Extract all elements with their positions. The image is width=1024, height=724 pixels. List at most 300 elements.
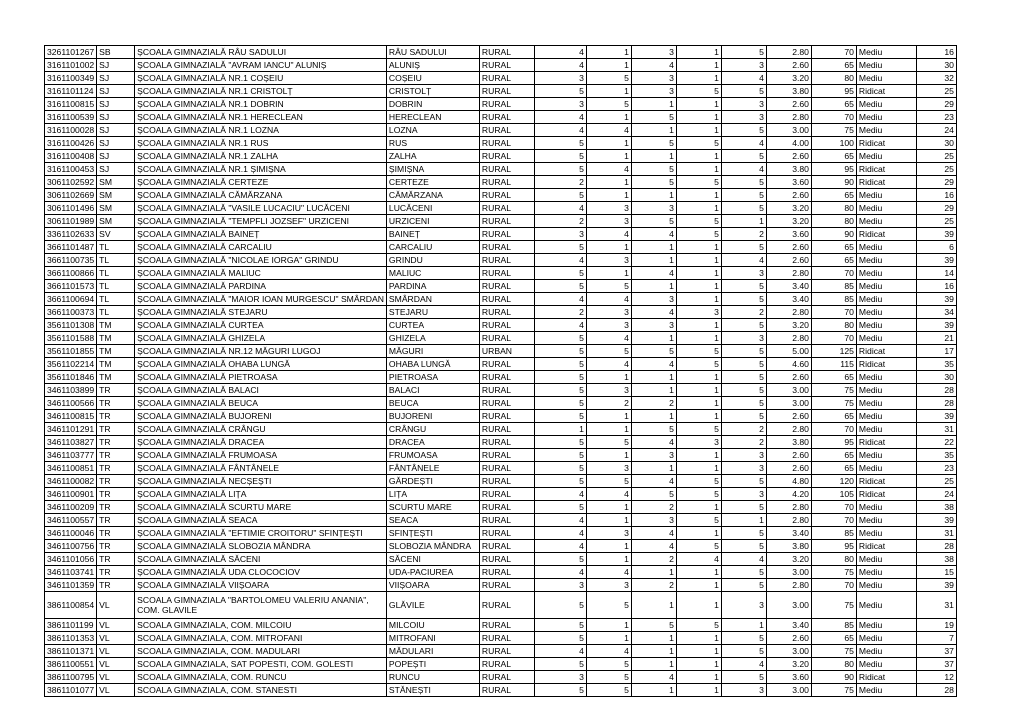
- cell-school-name: ȘCOALA GIMNAZIALĂ DRACEA: [135, 436, 387, 449]
- cell-score-2: 5: [586, 671, 631, 684]
- cell-points: 95: [811, 163, 856, 176]
- cell-score-2: 2: [586, 397, 631, 410]
- cell-score-2: 1: [586, 514, 631, 527]
- cell-score-5: 5: [721, 85, 766, 98]
- cell-score-2: 1: [586, 241, 631, 254]
- cell-locality: DRACEA: [386, 436, 479, 449]
- cell-county: VL: [97, 619, 135, 632]
- cell-area: RURAL: [479, 684, 534, 697]
- cell-locality: CURTEA: [386, 319, 479, 332]
- cell-area: RURAL: [479, 293, 534, 306]
- cell-area: RURAL: [479, 111, 534, 124]
- cell-school-name: SCOALA GIMNAZIALA "BARTOLOMEU VALERIU ANANIA", COM. GLAVILE: [135, 592, 387, 619]
- cell-area: RURAL: [479, 397, 534, 410]
- cell-score-5: 2: [721, 423, 766, 436]
- cell-score-1: 4: [534, 59, 586, 72]
- cell-county: VL: [97, 684, 135, 697]
- cell-score-1: 1: [534, 423, 586, 436]
- cell-school-code: 3461103827: [45, 436, 97, 449]
- cell-score-4: 5: [676, 228, 721, 241]
- cell-score-5: 5: [721, 345, 766, 358]
- cell-points: 75: [811, 645, 856, 658]
- cell-average: 5.00: [766, 345, 811, 358]
- cell-score-5: 2: [721, 306, 766, 319]
- cell-school-name: ȘCOALA GIMNAZIALĂ PARDINA: [135, 280, 387, 293]
- cell-school-code: 3461103777: [45, 449, 97, 462]
- cell-score-3: 1: [631, 566, 676, 579]
- cell-school-code: 3861101199: [45, 619, 97, 632]
- cell-area: RURAL: [479, 254, 534, 267]
- cell-school-name: SCOALA GIMNAZIALA, COM. RUNCU: [135, 671, 387, 684]
- cell-school-code: 3461101359: [45, 579, 97, 592]
- cell-area: RURAL: [479, 46, 534, 59]
- cell-score-5: 5: [721, 319, 766, 332]
- cell-average: 2.80: [766, 111, 811, 124]
- table-row: [45, 397, 957, 410]
- cell-school-code: 3461101291: [45, 423, 97, 436]
- cell-score-3: 4: [631, 671, 676, 684]
- table-row: [45, 72, 957, 85]
- cell-locality: FÂNTÂNELE: [386, 462, 479, 475]
- cell-score-3: 3: [631, 202, 676, 215]
- cell-school-name: ȘCOALA GIMNAZIALĂ RÂU SADULUI: [135, 46, 387, 59]
- cell-score-3: 1: [631, 645, 676, 658]
- cell-points: 90: [811, 176, 856, 189]
- cell-points: 115: [811, 358, 856, 371]
- cell-school-name: SCOALA GIMNAZIALA, SAT POPESTI, COM. GOLESTI: [135, 658, 387, 671]
- cell-score-3: 5: [631, 163, 676, 176]
- cell-area: RURAL: [479, 514, 534, 527]
- cell-points: 95: [811, 436, 856, 449]
- cell-score-5: 3: [721, 684, 766, 697]
- cell-score-3: 1: [631, 241, 676, 254]
- cell-score-3: 1: [631, 632, 676, 645]
- cell-locality: BEUCA: [386, 397, 479, 410]
- cell-school-code: 3161101124: [45, 85, 97, 98]
- cell-points: 75: [811, 566, 856, 579]
- cell-level: Ridicat: [856, 163, 916, 176]
- cell-score-5: 3: [721, 592, 766, 619]
- cell-locality: BAINEȚ: [386, 228, 479, 241]
- cell-score-5: 5: [721, 410, 766, 423]
- cell-level: Mediu: [856, 632, 916, 645]
- cell-county: TR: [97, 540, 135, 553]
- cell-score-5: 5: [721, 540, 766, 553]
- cell-rank: 15: [916, 566, 956, 579]
- cell-level: Ridicat: [856, 345, 916, 358]
- cell-level: Mediu: [856, 202, 916, 215]
- cell-rank: 34: [916, 306, 956, 319]
- cell-points: 80: [811, 202, 856, 215]
- cell-points: 65: [811, 241, 856, 254]
- cell-average: 3.40: [766, 527, 811, 540]
- cell-average: 2.80: [766, 579, 811, 592]
- cell-score-5: 3: [721, 59, 766, 72]
- cell-county: TL: [97, 306, 135, 319]
- cell-school-code: 3861101077: [45, 684, 97, 697]
- cell-score-4: 5: [676, 137, 721, 150]
- cell-points: 70: [811, 46, 856, 59]
- cell-average: 2.60: [766, 371, 811, 384]
- cell-rank: 25: [916, 85, 956, 98]
- cell-county: TM: [97, 319, 135, 332]
- cell-locality: RÂU SADULUI: [386, 46, 479, 59]
- cell-average: 3.60: [766, 176, 811, 189]
- cell-level: Mediu: [856, 241, 916, 254]
- cell-county: SB: [97, 46, 135, 59]
- cell-school-code: 3461100046: [45, 527, 97, 540]
- cell-locality: SMÂRDAN: [386, 293, 479, 306]
- cell-score-4: 1: [676, 98, 721, 111]
- cell-score-4: 1: [676, 293, 721, 306]
- cell-points: 95: [811, 85, 856, 98]
- cell-locality: CRÂNGU: [386, 423, 479, 436]
- cell-school-name: ȘCOALA GIMNAZIALĂ NR.12 MĂGURI LUGOJ: [135, 345, 387, 358]
- cell-score-2: 1: [586, 85, 631, 98]
- cell-score-4: 1: [676, 592, 721, 619]
- cell-county: SJ: [97, 150, 135, 163]
- cell-area: RURAL: [479, 449, 534, 462]
- cell-school-code: 3461100209: [45, 501, 97, 514]
- cell-rank: 31: [916, 527, 956, 540]
- cell-county: VL: [97, 658, 135, 671]
- cell-score-2: 1: [586, 176, 631, 189]
- cell-level: Ridicat: [856, 475, 916, 488]
- cell-average: 2.60: [766, 241, 811, 254]
- cell-score-1: 2: [534, 306, 586, 319]
- cell-score-3: 5: [631, 423, 676, 436]
- cell-score-1: 3: [534, 579, 586, 592]
- cell-area: RURAL: [479, 566, 534, 579]
- cell-score-3: 2: [631, 501, 676, 514]
- cell-school-code: 3161101002: [45, 59, 97, 72]
- cell-points: 65: [811, 150, 856, 163]
- cell-level: Ridicat: [856, 488, 916, 501]
- cell-rank: 25: [916, 475, 956, 488]
- cell-score-1: 4: [534, 645, 586, 658]
- table-row: [45, 475, 957, 488]
- cell-score-4: 5: [676, 488, 721, 501]
- cell-score-2: 1: [586, 111, 631, 124]
- cell-score-5: 5: [721, 280, 766, 293]
- cell-score-5: 3: [721, 449, 766, 462]
- table-row: [45, 280, 957, 293]
- cell-score-1: 5: [534, 267, 586, 280]
- cell-points: 65: [811, 410, 856, 423]
- cell-level: Mediu: [856, 46, 916, 59]
- cell-score-3: 1: [631, 684, 676, 697]
- cell-score-1: 5: [534, 475, 586, 488]
- cell-school-name: ȘCOALA GIMNAZIALĂ GHIZELA: [135, 332, 387, 345]
- cell-score-1: 5: [534, 462, 586, 475]
- cell-score-4: 1: [676, 280, 721, 293]
- cell-average: 2.60: [766, 410, 811, 423]
- cell-score-5: 3: [721, 488, 766, 501]
- cell-score-1: 5: [534, 553, 586, 566]
- cell-county: SJ: [97, 72, 135, 85]
- cell-score-4: 1: [676, 189, 721, 202]
- cell-average: 3.00: [766, 384, 811, 397]
- cell-score-2: 3: [586, 202, 631, 215]
- table-row: [45, 332, 957, 345]
- cell-locality: MITROFANI: [386, 632, 479, 645]
- cell-score-2: 1: [586, 137, 631, 150]
- cell-area: RURAL: [479, 319, 534, 332]
- cell-score-4: 3: [676, 306, 721, 319]
- cell-school-code: 3061101989: [45, 215, 97, 228]
- cell-school-name: ȘCOALA GIMNAZIALĂ VIIȘOARA: [135, 579, 387, 592]
- schools-table: [44, 45, 957, 697]
- cell-score-2: 1: [586, 619, 631, 632]
- cell-score-3: 2: [631, 553, 676, 566]
- cell-school-code: 3461103899: [45, 384, 97, 397]
- cell-area: RURAL: [479, 150, 534, 163]
- cell-score-3: 3: [631, 293, 676, 306]
- table-row: [45, 111, 957, 124]
- cell-level: Mediu: [856, 423, 916, 436]
- cell-area: RURAL: [479, 59, 534, 72]
- cell-score-4: 5: [676, 423, 721, 436]
- cell-average: 2.60: [766, 462, 811, 475]
- cell-level: Ridicat: [856, 436, 916, 449]
- cell-school-name: ȘCOALA GIMNAZIALĂ LIȚA: [135, 488, 387, 501]
- cell-locality: CRISTOLȚ: [386, 85, 479, 98]
- cell-county: VL: [97, 671, 135, 684]
- cell-score-1: 4: [534, 293, 586, 306]
- cell-school-name: ȘCOALA GIMNAZIALĂ "AVRAM IANCU" ALUNIȘ: [135, 59, 387, 72]
- cell-school-name: ȘCOALA GIMNAZIALĂ SEACA: [135, 514, 387, 527]
- cell-average: 3.60: [766, 228, 811, 241]
- cell-points: 65: [811, 98, 856, 111]
- cell-school-name: ȘCOALA GIMNAZIALĂ NECȘEȘTI: [135, 475, 387, 488]
- cell-county: TL: [97, 267, 135, 280]
- cell-score-4: 1: [676, 645, 721, 658]
- cell-average: 3.00: [766, 645, 811, 658]
- cell-points: 75: [811, 397, 856, 410]
- cell-area: RURAL: [479, 215, 534, 228]
- cell-school-code: 3661101573: [45, 280, 97, 293]
- cell-level: Mediu: [856, 267, 916, 280]
- cell-score-5: 3: [721, 98, 766, 111]
- cell-level: Mediu: [856, 189, 916, 202]
- cell-area: RURAL: [479, 306, 534, 319]
- cell-school-name: ȘCOALA GIMNAZIALĂ CĂMĂRZANA: [135, 189, 387, 202]
- cell-average: 3.80: [766, 163, 811, 176]
- cell-average: 3.20: [766, 658, 811, 671]
- cell-school-code: 3661100866: [45, 267, 97, 280]
- cell-locality: STEJARU: [386, 306, 479, 319]
- cell-average: 2.80: [766, 501, 811, 514]
- cell-rank: 23: [916, 462, 956, 475]
- cell-county: VL: [97, 592, 135, 619]
- cell-points: 70: [811, 267, 856, 280]
- cell-score-2: 1: [586, 371, 631, 384]
- cell-rank: 29: [916, 98, 956, 111]
- cell-level: Mediu: [856, 501, 916, 514]
- cell-level: Mediu: [856, 319, 916, 332]
- cell-score-2: 1: [586, 423, 631, 436]
- cell-average: 3.20: [766, 553, 811, 566]
- cell-area: RURAL: [479, 163, 534, 176]
- cell-area: RURAL: [479, 488, 534, 501]
- table-row: [45, 488, 957, 501]
- cell-county: VL: [97, 645, 135, 658]
- cell-county: VL: [97, 632, 135, 645]
- cell-score-4: 5: [676, 215, 721, 228]
- cell-points: 85: [811, 280, 856, 293]
- cell-score-1: 5: [534, 358, 586, 371]
- table-row: [45, 501, 957, 514]
- cell-locality: ȘIMIȘNA: [386, 163, 479, 176]
- cell-rank: 28: [916, 397, 956, 410]
- cell-score-4: 5: [676, 514, 721, 527]
- cell-score-1: 5: [534, 436, 586, 449]
- cell-county: TR: [97, 501, 135, 514]
- cell-score-1: 5: [534, 384, 586, 397]
- cell-school-name: ȘCOALA GIMNAZIALĂ NR.1 RUS: [135, 137, 387, 150]
- cell-score-5: 5: [721, 501, 766, 514]
- cell-rank: 22: [916, 436, 956, 449]
- cell-score-1: 4: [534, 46, 586, 59]
- cell-county: SM: [97, 202, 135, 215]
- cell-county: SJ: [97, 59, 135, 72]
- cell-county: SJ: [97, 163, 135, 176]
- cell-area: RURAL: [479, 410, 534, 423]
- cell-score-1: 5: [534, 658, 586, 671]
- cell-locality: LUCĂCENI: [386, 202, 479, 215]
- cell-score-5: 3: [721, 462, 766, 475]
- cell-score-3: 3: [631, 514, 676, 527]
- cell-level: Ridicat: [856, 671, 916, 684]
- cell-rank: 39: [916, 254, 956, 267]
- cell-rank: 24: [916, 124, 956, 137]
- cell-rank: 7: [916, 632, 956, 645]
- cell-score-2: 1: [586, 501, 631, 514]
- cell-school-code: 3861101371: [45, 645, 97, 658]
- cell-level: Mediu: [856, 462, 916, 475]
- table-row: [45, 241, 957, 254]
- cell-rank: 21: [916, 332, 956, 345]
- cell-area: RURAL: [479, 371, 534, 384]
- cell-level: Mediu: [856, 684, 916, 697]
- cell-level: Mediu: [856, 98, 916, 111]
- cell-locality: MALIUC: [386, 267, 479, 280]
- cell-county: SJ: [97, 124, 135, 137]
- cell-average: 3.40: [766, 280, 811, 293]
- cell-score-1: 3: [534, 72, 586, 85]
- cell-score-2: 1: [586, 46, 631, 59]
- cell-school-name: ȘCOALA GIMNAZIALĂ NR.1 COȘEIU: [135, 72, 387, 85]
- cell-school-name: ȘCOALA GIMNAZIALĂ NR.1 CRISTOLȚ: [135, 85, 387, 98]
- cell-score-2: 1: [586, 267, 631, 280]
- cell-points: 75: [811, 124, 856, 137]
- cell-score-4: 1: [676, 410, 721, 423]
- cell-level: Mediu: [856, 645, 916, 658]
- cell-score-3: 1: [631, 462, 676, 475]
- cell-rank: 39: [916, 293, 956, 306]
- cell-score-3: 3: [631, 72, 676, 85]
- cell-score-1: 5: [534, 592, 586, 619]
- cell-score-3: 4: [631, 475, 676, 488]
- cell-county: TL: [97, 293, 135, 306]
- cell-school-name: ȘCOALA GIMNAZIALĂ PIETROASA: [135, 371, 387, 384]
- cell-school-code: 3561101855: [45, 345, 97, 358]
- cell-rank: 30: [916, 59, 956, 72]
- cell-score-2: 4: [586, 488, 631, 501]
- cell-rank: 17: [916, 345, 956, 358]
- cell-score-5: 3: [721, 111, 766, 124]
- cell-county: TL: [97, 280, 135, 293]
- table-row: [45, 384, 957, 397]
- cell-locality: GĂRDEȘTI: [386, 475, 479, 488]
- cell-county: SJ: [97, 85, 135, 98]
- cell-points: 75: [811, 592, 856, 619]
- cell-score-4: 1: [676, 150, 721, 163]
- cell-points: 80: [811, 658, 856, 671]
- cell-school-name: ȘCOALA GIMNAZIALĂ BUJORENI: [135, 410, 387, 423]
- cell-school-name: ȘCOALA GIMNAZIALĂ NR.1 DOBRIN: [135, 98, 387, 111]
- cell-score-3: 1: [631, 150, 676, 163]
- table-body: [45, 46, 957, 697]
- cell-rank: 39: [916, 410, 956, 423]
- cell-rank: 25: [916, 150, 956, 163]
- cell-school-code: 3161100408: [45, 150, 97, 163]
- cell-level: Mediu: [856, 111, 916, 124]
- cell-level: Mediu: [856, 410, 916, 423]
- cell-score-5: 5: [721, 579, 766, 592]
- cell-county: TR: [97, 488, 135, 501]
- cell-average: 2.60: [766, 449, 811, 462]
- cell-area: RURAL: [479, 124, 534, 137]
- cell-score-1: 5: [534, 684, 586, 697]
- cell-rank: 38: [916, 553, 956, 566]
- cell-county: TR: [97, 566, 135, 579]
- cell-county: TR: [97, 462, 135, 475]
- cell-rank: 16: [916, 280, 956, 293]
- cell-school-name: ȘCOALA GIMNAZIALĂ OHABA LUNGĂ: [135, 358, 387, 371]
- cell-level: Mediu: [856, 306, 916, 319]
- table-row: [45, 228, 957, 241]
- cell-locality: OHABA LUNGĂ: [386, 358, 479, 371]
- cell-school-code: 3161100349: [45, 72, 97, 85]
- cell-average: 2.80: [766, 423, 811, 436]
- cell-rank: 28: [916, 384, 956, 397]
- cell-score-1: 4: [534, 254, 586, 267]
- cell-school-code: 3461100815: [45, 410, 97, 423]
- cell-rank: 31: [916, 592, 956, 619]
- cell-area: RURAL: [479, 176, 534, 189]
- cell-county: TR: [97, 527, 135, 540]
- cell-score-2: 5: [586, 658, 631, 671]
- cell-score-3: 5: [631, 176, 676, 189]
- cell-average: 3.20: [766, 319, 811, 332]
- cell-score-1: 5: [534, 280, 586, 293]
- cell-locality: DOBRIN: [386, 98, 479, 111]
- cell-points: 120: [811, 475, 856, 488]
- cell-county: TR: [97, 384, 135, 397]
- cell-school-name: SCOALA GIMNAZIALA, COM. MITROFANI: [135, 632, 387, 645]
- table-row: [45, 592, 957, 619]
- cell-score-5: 3: [721, 267, 766, 280]
- cell-score-2: 4: [586, 228, 631, 241]
- cell-score-4: 1: [676, 241, 721, 254]
- cell-score-4: 5: [676, 345, 721, 358]
- cell-score-1: 4: [534, 488, 586, 501]
- cell-level: Mediu: [856, 619, 916, 632]
- cell-area: RURAL: [479, 632, 534, 645]
- cell-score-2: 1: [586, 410, 631, 423]
- cell-school-code: 3161100815: [45, 98, 97, 111]
